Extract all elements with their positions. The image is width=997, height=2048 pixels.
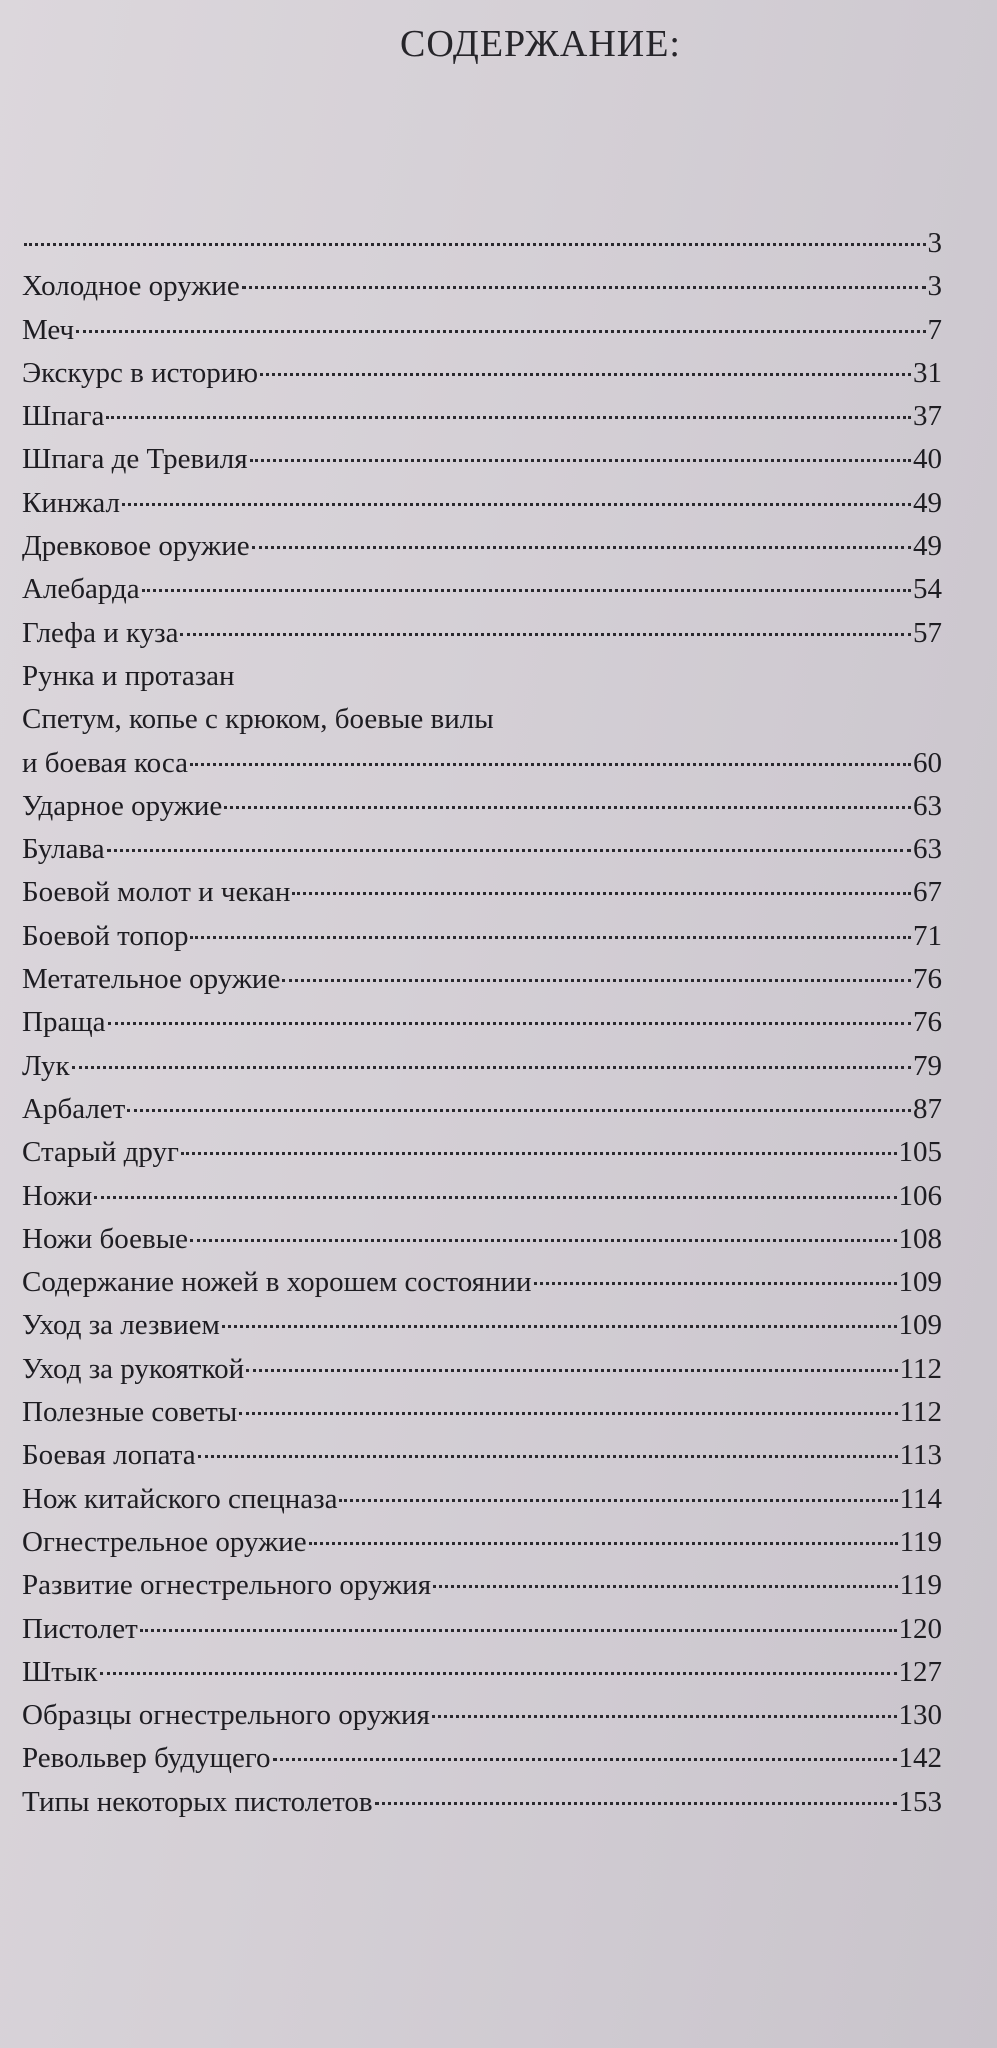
page-title: СОДЕРЖАНИЕ: bbox=[400, 23, 681, 65]
toc-entry bbox=[22, 655, 942, 698]
toc-entry bbox=[22, 568, 942, 611]
toc-entry bbox=[22, 958, 942, 1001]
toc-entry bbox=[22, 438, 942, 481]
toc-entry-page-number: 120 bbox=[898, 1612, 942, 1645]
toc-entry bbox=[22, 309, 942, 352]
toc-entry-page-number: 119 bbox=[899, 1525, 942, 1558]
dot-leader bbox=[100, 1672, 897, 1675]
dot-leader bbox=[190, 763, 911, 766]
toc-entry-label: Уход за лезвием bbox=[22, 1309, 220, 1342]
toc-entry bbox=[22, 1088, 942, 1131]
dot-leader bbox=[292, 892, 911, 895]
toc-entry-label: Типы некоторых пистолетов bbox=[22, 1785, 373, 1818]
toc-entry-page-number: 130 bbox=[898, 1699, 942, 1732]
toc-entry-page-number: 112 bbox=[899, 1396, 942, 1429]
toc-entry bbox=[22, 1175, 942, 1218]
toc-entry bbox=[22, 1045, 942, 1088]
toc-entry-label: Метательное оружие bbox=[22, 963, 281, 996]
toc-entry-label: Древковое оружие bbox=[22, 530, 250, 563]
toc-entry-label: Глефа и куза bbox=[22, 616, 179, 649]
toc-entry-label: Штык bbox=[22, 1655, 98, 1688]
toc-entry-page-number: 3 bbox=[927, 270, 942, 303]
toc-entry-page-number: 49 bbox=[913, 530, 942, 563]
toc-entry-page-number: 87 bbox=[913, 1092, 942, 1125]
toc-entry bbox=[22, 1781, 942, 1824]
toc-entry bbox=[22, 1391, 942, 1434]
toc-entry-label: Содержание ножей в хорошем состоянии bbox=[22, 1266, 532, 1299]
dot-leader bbox=[432, 1715, 897, 1718]
toc-entry bbox=[22, 525, 942, 568]
toc-entry-label: Кинжал bbox=[22, 486, 121, 519]
toc-entry bbox=[22, 1608, 942, 1651]
toc-entry-page-number: 113 bbox=[899, 1439, 942, 1472]
toc-entry-page-number: 105 bbox=[898, 1136, 942, 1169]
toc-entry-page-number: 60 bbox=[913, 746, 942, 779]
toc-entry-page-number: 3 bbox=[927, 227, 942, 259]
table-of-contents bbox=[22, 222, 942, 1824]
toc-entry-page-number: 63 bbox=[913, 789, 942, 822]
dot-leader bbox=[142, 589, 911, 592]
toc-entry-page-number: 119 bbox=[899, 1569, 942, 1602]
toc-entry-label: Булава bbox=[22, 833, 105, 866]
toc-entry bbox=[22, 1651, 942, 1694]
dot-leader bbox=[250, 459, 911, 462]
toc-entry-page-number: 109 bbox=[898, 1309, 942, 1342]
toc-entry-label: Полезные советы bbox=[22, 1396, 238, 1429]
toc-entry-page-number: 153 bbox=[898, 1785, 942, 1818]
toc-entry-label: Рунка и протазан bbox=[22, 659, 235, 692]
toc-entry-page-number: 71 bbox=[913, 919, 942, 952]
dot-leader bbox=[239, 1412, 897, 1415]
dot-leader bbox=[375, 1802, 897, 1805]
toc-entry bbox=[22, 1001, 942, 1044]
dot-leader bbox=[122, 503, 911, 506]
toc-entry bbox=[22, 698, 942, 741]
toc-entry-label: Ножи боевые bbox=[22, 1222, 189, 1255]
toc-entry-page-number: 112 bbox=[899, 1352, 942, 1385]
dot-leader bbox=[190, 1239, 896, 1242]
toc-entry bbox=[22, 1564, 942, 1607]
dot-leader bbox=[108, 1022, 911, 1025]
dot-leader bbox=[273, 1758, 897, 1761]
dot-leader bbox=[181, 1152, 897, 1155]
toc-entry bbox=[22, 612, 942, 655]
toc-entry-label: Алебарда bbox=[22, 573, 140, 606]
toc-entry bbox=[22, 785, 942, 828]
toc-entry-label: Уход за рукояткой bbox=[22, 1352, 245, 1385]
dot-leader bbox=[106, 416, 911, 419]
dot-leader bbox=[24, 243, 926, 246]
toc-entry-page-number: 142 bbox=[898, 1742, 942, 1775]
toc-entry-page-number: 109 bbox=[898, 1266, 942, 1299]
toc-entry-label: Боевой топор bbox=[22, 919, 189, 952]
toc-entry-label: Боевой молот и чекан bbox=[22, 876, 291, 909]
toc-entry-label: Шпага bbox=[22, 400, 105, 433]
toc-entry-page-number: 79 bbox=[913, 1049, 942, 1082]
toc-entry-page-number: 127 bbox=[898, 1655, 942, 1688]
toc-entry bbox=[22, 828, 942, 871]
toc-entry-label: Старый друг bbox=[22, 1136, 179, 1169]
toc-entry bbox=[22, 265, 942, 308]
dot-leader bbox=[127, 1109, 911, 1112]
toc-entry-label: Боевая лопата bbox=[22, 1439, 196, 1472]
toc-entry-page-number: 31 bbox=[913, 356, 942, 389]
dot-leader bbox=[180, 633, 911, 636]
toc-entry bbox=[22, 1737, 942, 1780]
toc-entry bbox=[22, 1478, 942, 1521]
toc-entry-page-number: 54 bbox=[913, 573, 942, 606]
toc-entry-label: Ножи bbox=[22, 1179, 93, 1212]
dot-leader bbox=[242, 286, 926, 289]
toc-entry-page-number: 108 bbox=[898, 1222, 942, 1255]
toc-entry-label: Спетум, копье с крюком, боевые вилы bbox=[22, 703, 494, 736]
toc-entry-label: Праща bbox=[22, 1006, 106, 1039]
toc-entry-label: Лук bbox=[22, 1049, 70, 1082]
toc-entry bbox=[22, 1218, 942, 1261]
toc-entry-label: Арбалет bbox=[22, 1092, 126, 1125]
toc-entry-label: Развитие огнестрельного оружия bbox=[22, 1569, 432, 1602]
dot-leader bbox=[339, 1499, 897, 1502]
toc-entry-page-number: 67 bbox=[913, 876, 942, 909]
toc-entry-page-number: 7 bbox=[927, 313, 942, 346]
toc-entry bbox=[22, 482, 942, 525]
toc-entry bbox=[22, 1131, 942, 1174]
toc-entry-label: Меч bbox=[22, 313, 75, 346]
toc-entry-page-number: 106 bbox=[898, 1179, 942, 1212]
toc-entry-page-number: 114 bbox=[899, 1482, 942, 1515]
toc-entry-label: Холодное оружие bbox=[22, 270, 240, 303]
dot-leader bbox=[246, 1369, 897, 1372]
toc-entry bbox=[22, 1434, 942, 1477]
toc-entry-page-number: 49 bbox=[913, 486, 942, 519]
dot-leader bbox=[94, 1196, 896, 1199]
toc-entry bbox=[22, 742, 942, 785]
dot-leader bbox=[252, 546, 911, 549]
toc-entry-page-number: 57 bbox=[913, 616, 942, 649]
dot-leader bbox=[222, 1325, 897, 1328]
toc-entry-label: Ударное оружие bbox=[22, 789, 223, 822]
toc-entry-label: и боевая коса bbox=[22, 746, 188, 779]
toc-entry bbox=[22, 352, 942, 395]
dot-leader bbox=[534, 1282, 897, 1285]
toc-entry-label: Огнестрельное оружие bbox=[22, 1525, 307, 1558]
dot-leader bbox=[198, 1455, 898, 1458]
toc-entry bbox=[22, 915, 942, 958]
toc-entry-label: Шпага де Тревиля bbox=[22, 443, 248, 476]
toc-entry-page-number: 76 bbox=[913, 963, 942, 996]
dot-leader bbox=[433, 1585, 898, 1588]
dot-leader bbox=[140, 1629, 897, 1632]
toc-entry-page-number: 40 bbox=[913, 443, 942, 476]
toc-entry bbox=[22, 1261, 942, 1304]
toc-entry-label: Револьвер будущего bbox=[22, 1742, 271, 1775]
toc-entry bbox=[22, 1304, 942, 1347]
toc-entry-label: Нож китайского спецназа bbox=[22, 1482, 338, 1515]
dot-leader bbox=[76, 330, 925, 333]
dot-leader bbox=[107, 849, 911, 852]
toc-entry bbox=[22, 1348, 942, 1391]
toc-entry bbox=[22, 1694, 942, 1737]
toc-entry bbox=[22, 1521, 942, 1564]
toc-entry-label: Экскурс в историю bbox=[22, 356, 258, 389]
dot-leader bbox=[282, 979, 911, 982]
toc-entry bbox=[22, 395, 942, 438]
dot-leader bbox=[72, 1066, 911, 1069]
toc-entry-label: Пистолет bbox=[22, 1612, 138, 1645]
toc-entry-label: Образцы огнестрельного оружия bbox=[22, 1699, 430, 1732]
toc-entry-page-number: 63 bbox=[913, 833, 942, 866]
dot-leader bbox=[224, 806, 911, 809]
toc-entry-page-number: 76 bbox=[913, 1006, 942, 1039]
toc-entry bbox=[22, 871, 942, 914]
toc-entry bbox=[22, 222, 942, 265]
dot-leader bbox=[309, 1542, 898, 1545]
dot-leader bbox=[190, 936, 911, 939]
toc-entry-page-number: 37 bbox=[913, 400, 942, 433]
dot-leader bbox=[260, 373, 911, 376]
